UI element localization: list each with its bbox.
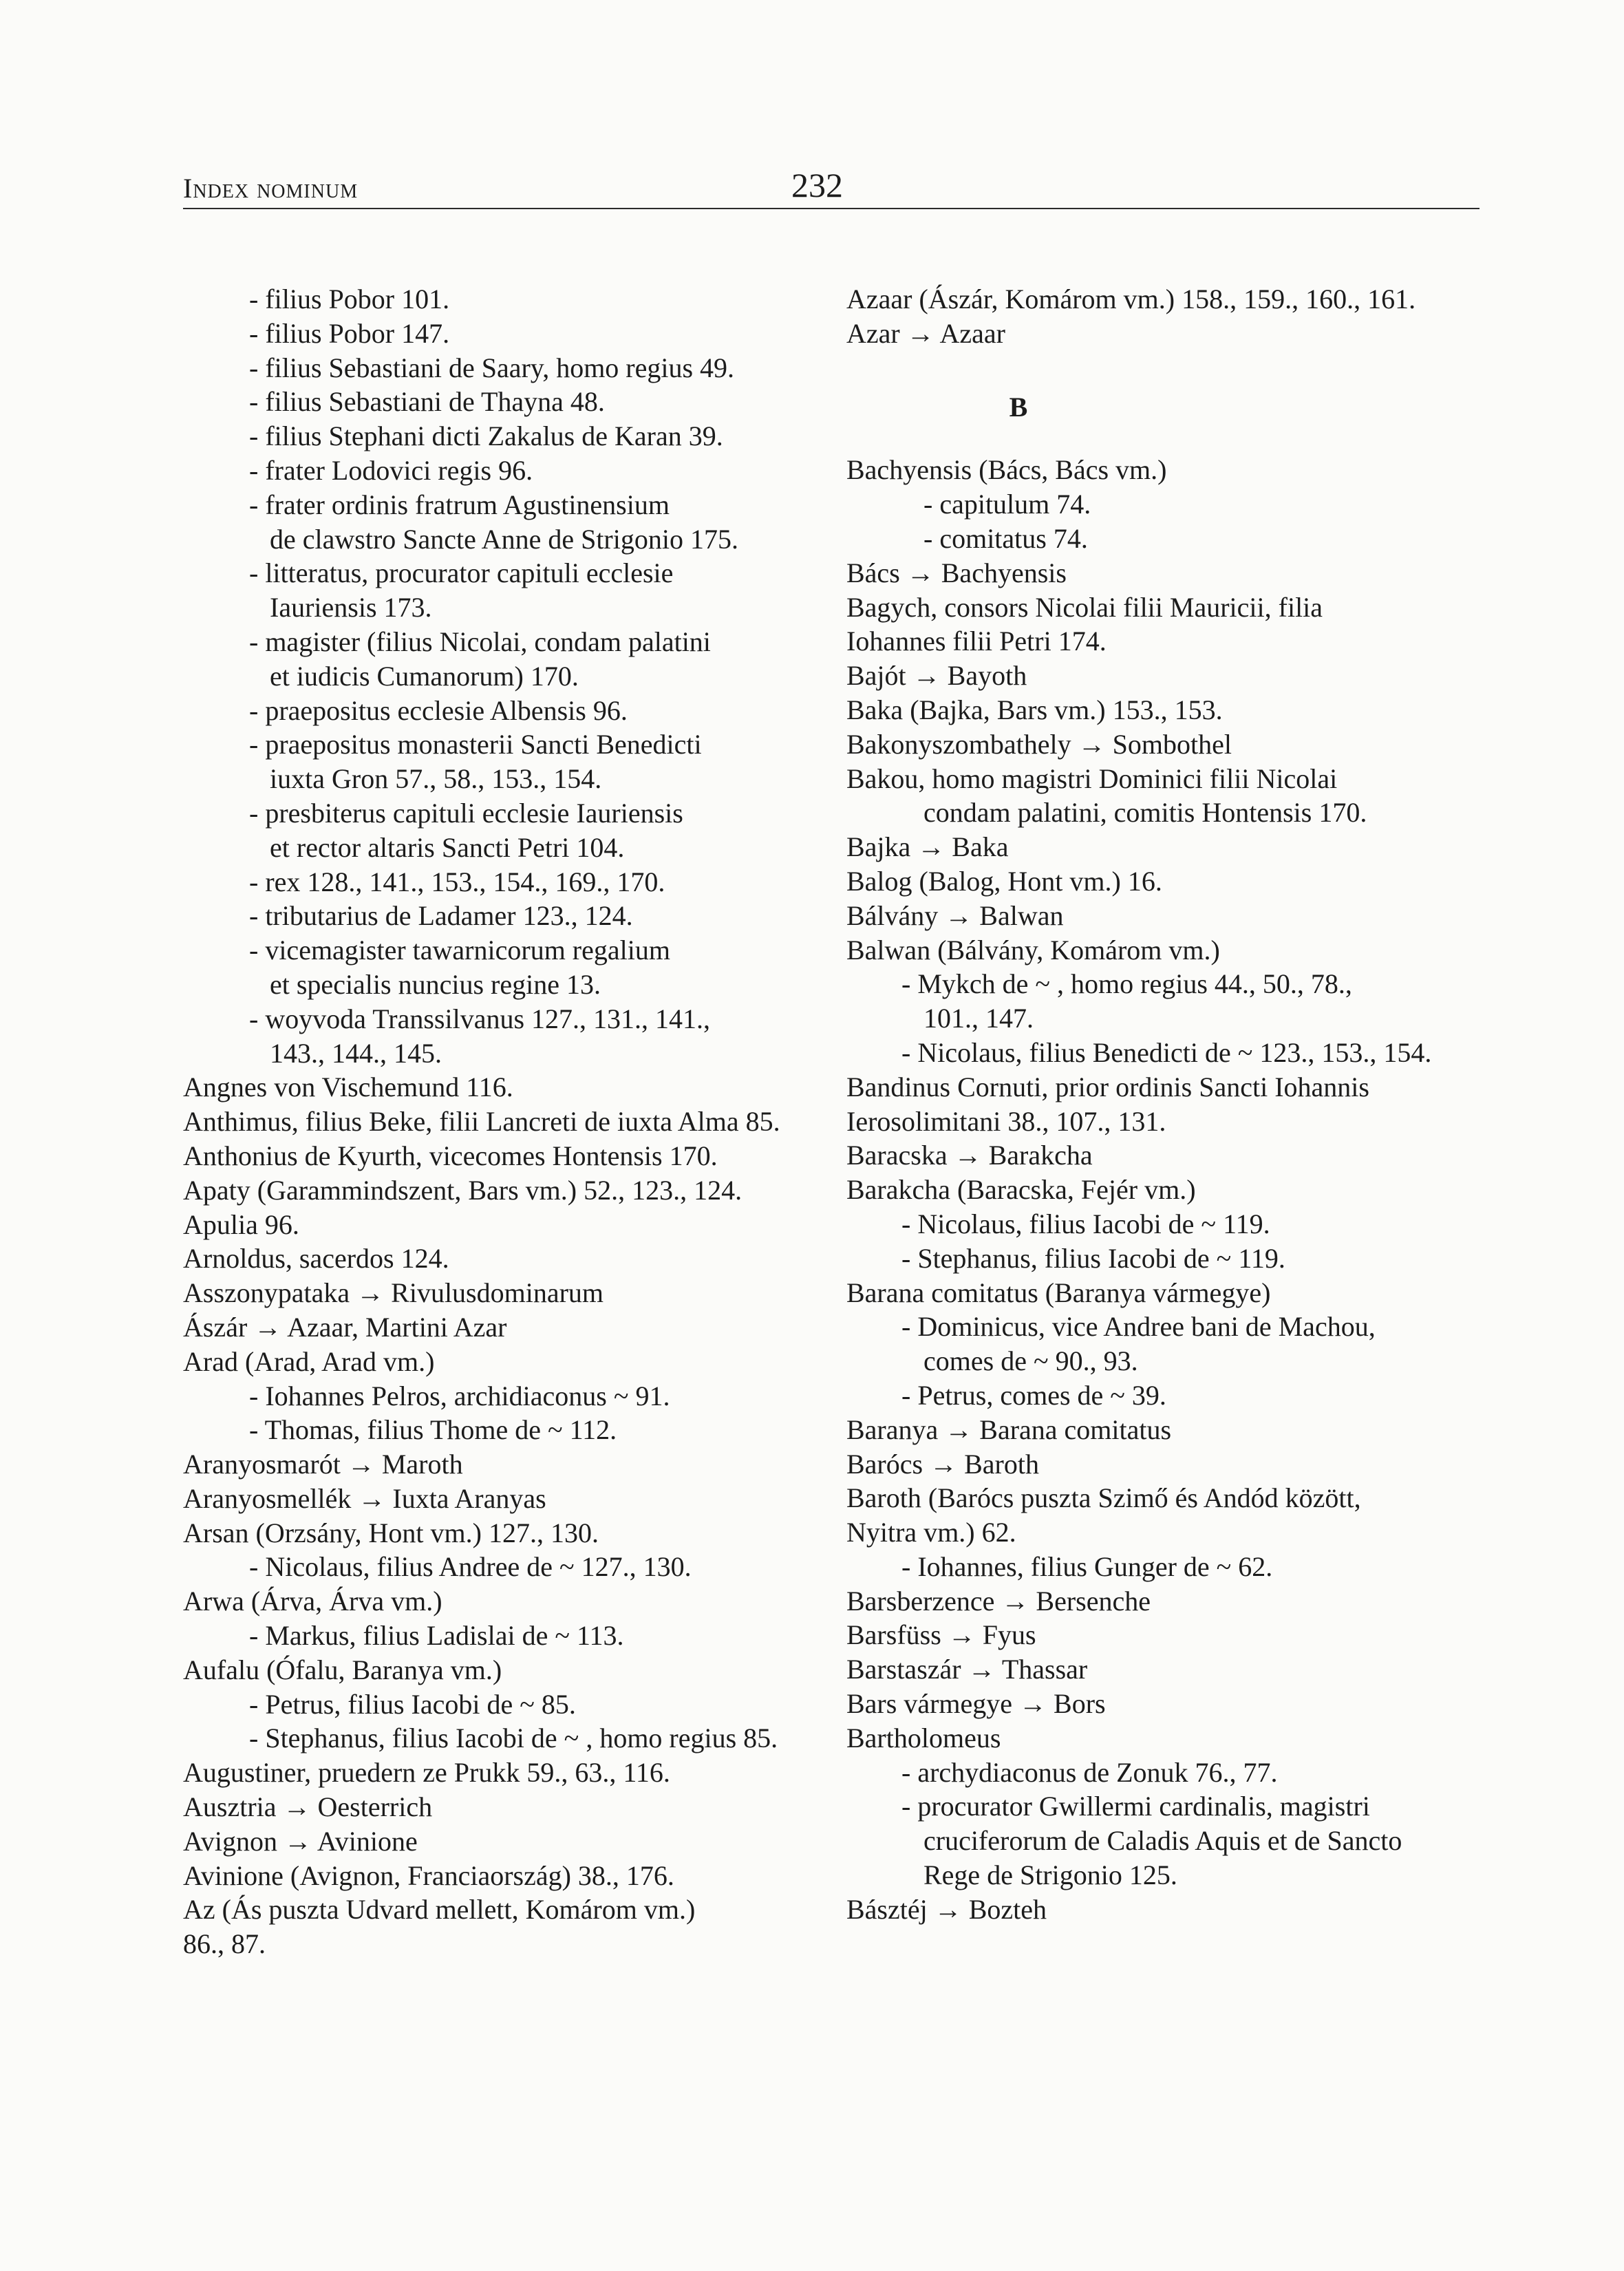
index-entry: Avinione (Avignon, Franciaország) 38., 176. [183,1859,674,1891]
index-entry: Angnes von Vischemund 116. [183,1071,513,1103]
index-entry: Arsan (Orzsány, Hont vm.) 127., 130. [183,1517,599,1548]
index-entry: Barsberzence → Bersenche [846,1585,1151,1617]
index-entry: Nyitra vm.) 62. [846,1517,1016,1548]
index-entry: Aranyosmarót → Maroth [183,1449,463,1480]
index-entry: - magister (filius Nicolai, condam palatini [249,626,711,657]
index-entry: - filius Pobor 147. [249,317,450,349]
index-entry: Az (Ás puszta Udvard mellett, Komárom vm.) [183,1894,696,1926]
index-entry: Bars vármegye → Bors [846,1688,1106,1720]
index-entry: Azaar (Ászár, Komárom vm.) 158., 159., 160., 161. [846,284,1416,314]
section-title: Index nominum [183,173,359,204]
index-entry: - Nicolaus, filius Iacobi de ~ 119. [901,1208,1270,1239]
index-entry: - capitulum 74. [923,489,1091,520]
index-entry: - archydiaconus de Zonuk 76., 77. [901,1756,1278,1788]
left-column [183,282,823,1961]
section-heading: B [1009,391,1028,423]
index-entry: Bajka → Baka [846,831,1009,863]
index-entry: Ászár → Azaar, Martini Azar [183,1311,507,1343]
index-entry: - vicemagister tawarnicorum regalium [249,935,670,966]
index-entry: Barakcha (Baracska, Fejér vm.) [846,1174,1196,1206]
index-entry: - praepositus monasterii Sancti Benedicti [249,729,702,760]
index-entry: - Nicolaus, filius Andree de ~ 127., 130. [249,1551,692,1583]
page-number: 232 [791,166,843,204]
index-entry: - Iohannes, filius Gunger de ~ 62. [901,1550,1273,1582]
index-entry: Bartholomeus [846,1722,1001,1753]
index-entry: Anthonius de Kyurth, vicecomes Hontensis 170. [183,1140,718,1171]
index-entry: Arad (Arad, Arad vm.) [183,1345,435,1377]
index-entry: - filius Sebastiani de Thayna 48. [249,386,605,418]
index-entry: Augustiner, pruedern ze Prukk 59., 63., 116. [183,1757,670,1789]
right-column-entries [846,453,1486,1926]
index-entry: - presbiterus capituli ecclesie Iauriensis [249,797,683,829]
index-entry: - Mykch de ~ , homo regius 44., 50., 78., [901,968,1352,1000]
index-entry: - filius Stephani dicti Zakalus de Karan 39. [249,420,723,452]
index-entry: - praepositus ecclesie Albensis 96. [249,694,628,726]
index-entry: Bács → Bachyensis [846,557,1067,588]
index-entry: condam palatini, comitis Hontensis 170. [923,797,1367,829]
index-entry: Barócs → Baroth [846,1448,1039,1480]
index-entry: Baranya → Barana comitatus [846,1414,1172,1445]
index-entry: Anthimus, filius Beke, filii Lancreti de iuxta Alma 85. [183,1106,780,1138]
index-entry: Iohannes filii Petri 174. [846,626,1107,657]
index-entry: - Iohannes Pelros, archidiaconus ~ 91. [249,1380,670,1411]
index-entry: - frater Lodovici regis 96. [249,454,533,486]
index-entry: Barstaszár → Thassar [846,1654,1088,1685]
index-entry: Baka (Bajka, Bars vm.) 153., 153. [846,694,1223,725]
index-entry: Iauriensis 173. [270,592,432,623]
index-entry: - procurator Gwillermi cardinalis, magistri [901,1791,1370,1822]
index-entry: Barsfüss → Fyus [846,1619,1036,1651]
index-entry: Bachyensis (Bács, Bács vm.) [846,454,1167,486]
index-entry: - Dominicus, vice Andree bani de Machou, [901,1311,1376,1343]
index-entry: - comitatus 74. [923,522,1088,554]
index-entry: Bálvány → Balwan [846,899,1064,931]
index-entry: Bakonyszombathely → Sombothel [846,728,1232,760]
index-entry: comes de ~ 90., 93. [923,1345,1138,1377]
index-entry: Bandinus Cornuti, prior ordinis Sancti Iohannis [846,1071,1369,1102]
index-entry: 86., 87. [183,1928,266,1960]
index-entry: iuxta Gron 57., 58., 153., 154. [270,763,602,795]
index-entry: - frater ordinis fratrum Agustinensium [249,489,670,520]
index-entry: Básztéj → Bozteh [846,1893,1047,1925]
index-entry: - Markus, filius Ladislai de ~ 113. [249,1620,624,1652]
index-entry: et specialis nuncius regine 13. [270,968,601,1000]
index-entry: Baroth (Barócs puszta Szimő és Andód között, [846,1482,1361,1514]
index-entry: Bakou, homo magistri Dominici filii Nicolai [846,763,1338,794]
index-entry: Balog (Balog, Hont vm.) 16. [846,865,1162,897]
index-entry: Aranyosmellék → Iuxta Aranyas [183,1482,546,1514]
index-entry: Baracska → Barakcha [846,1140,1093,1171]
index-entry: 143., 144., 145. [270,1037,442,1069]
index-entry: Rege de Strigonio 125. [923,1859,1177,1891]
index-entry: - tributarius de Ladamer 123., 124. [249,900,633,932]
index-entry: Asszonypataka → Rivulusdominarum [183,1277,604,1309]
index-entry: Arwa (Árva, Árva vm.) [183,1586,442,1617]
index-entry: Balwan (Bálvány, Komárom vm.) [846,934,1220,966]
index-entry: Apaty (Garammindszent, Bars vm.) 52., 123., 124. [183,1174,742,1206]
index-entry: - Nicolaus, filius Benedicti de ~ 123., 153., 154. [901,1036,1432,1068]
index-entry: - filius Pobor 101. [249,284,450,314]
index-entry: et rector altaris Sancti Petri 104. [270,831,625,863]
index-entry: Ierosolimitani 38., 107., 131. [846,1105,1166,1137]
index-entry: - Petrus, filius Iacobi de ~ 85. [249,1688,576,1720]
index-entry: - Stephanus, filius Iacobi de ~ , homo regius 85. [249,1723,778,1754]
index-entry: - woyvoda Transsilvanus 127., 131., 141., [249,1003,711,1034]
index-entry: Barana comitatus (Baranya vármegye) [846,1277,1271,1308]
index-entry: - filius Sebastiani de Saary, homo regius 49. [249,352,735,383]
index-entry: de clawstro Sancte Anne de Strigonio 175. [270,523,738,555]
index-entry: Arnoldus, sacerdos 124. [183,1243,449,1275]
index-entry: Apulia 96. [183,1208,299,1240]
index-entry: - litteratus, procurator capituli ecclesie [249,557,674,589]
index-entry: Ausztria → Oesterrich [183,1791,433,1823]
index-entry: Bajót → Bayoth [846,660,1027,692]
index-entry: - rex 128., 141., 153., 154., 169., 170. [249,866,665,897]
right-column-top [846,282,1486,351]
index-entry: - Thomas, filius Thome de ~ 112. [249,1414,617,1446]
index-entry: 101., 147. [923,1003,1034,1034]
index-entry: Azar → Azaar [846,317,1005,349]
index-entry: et iudicis Cumanorum) 170. [270,660,579,692]
index-entry: - Petrus, comes de ~ 39. [901,1379,1166,1411]
index-entry: Bagych, consors Nicolai filii Mauricii, filia [846,591,1323,623]
index-entry: cruciferorum de Caladis Aquis et de Sancto [923,1825,1402,1857]
index-entry: - Stephanus, filius Iacobi de ~ 119. [901,1242,1285,1274]
right-column [846,282,1486,1927]
index-entry: Aufalu (Ófalu, Baranya vm.) [183,1654,502,1685]
index-entry: Avignon → Avinione [183,1825,418,1857]
